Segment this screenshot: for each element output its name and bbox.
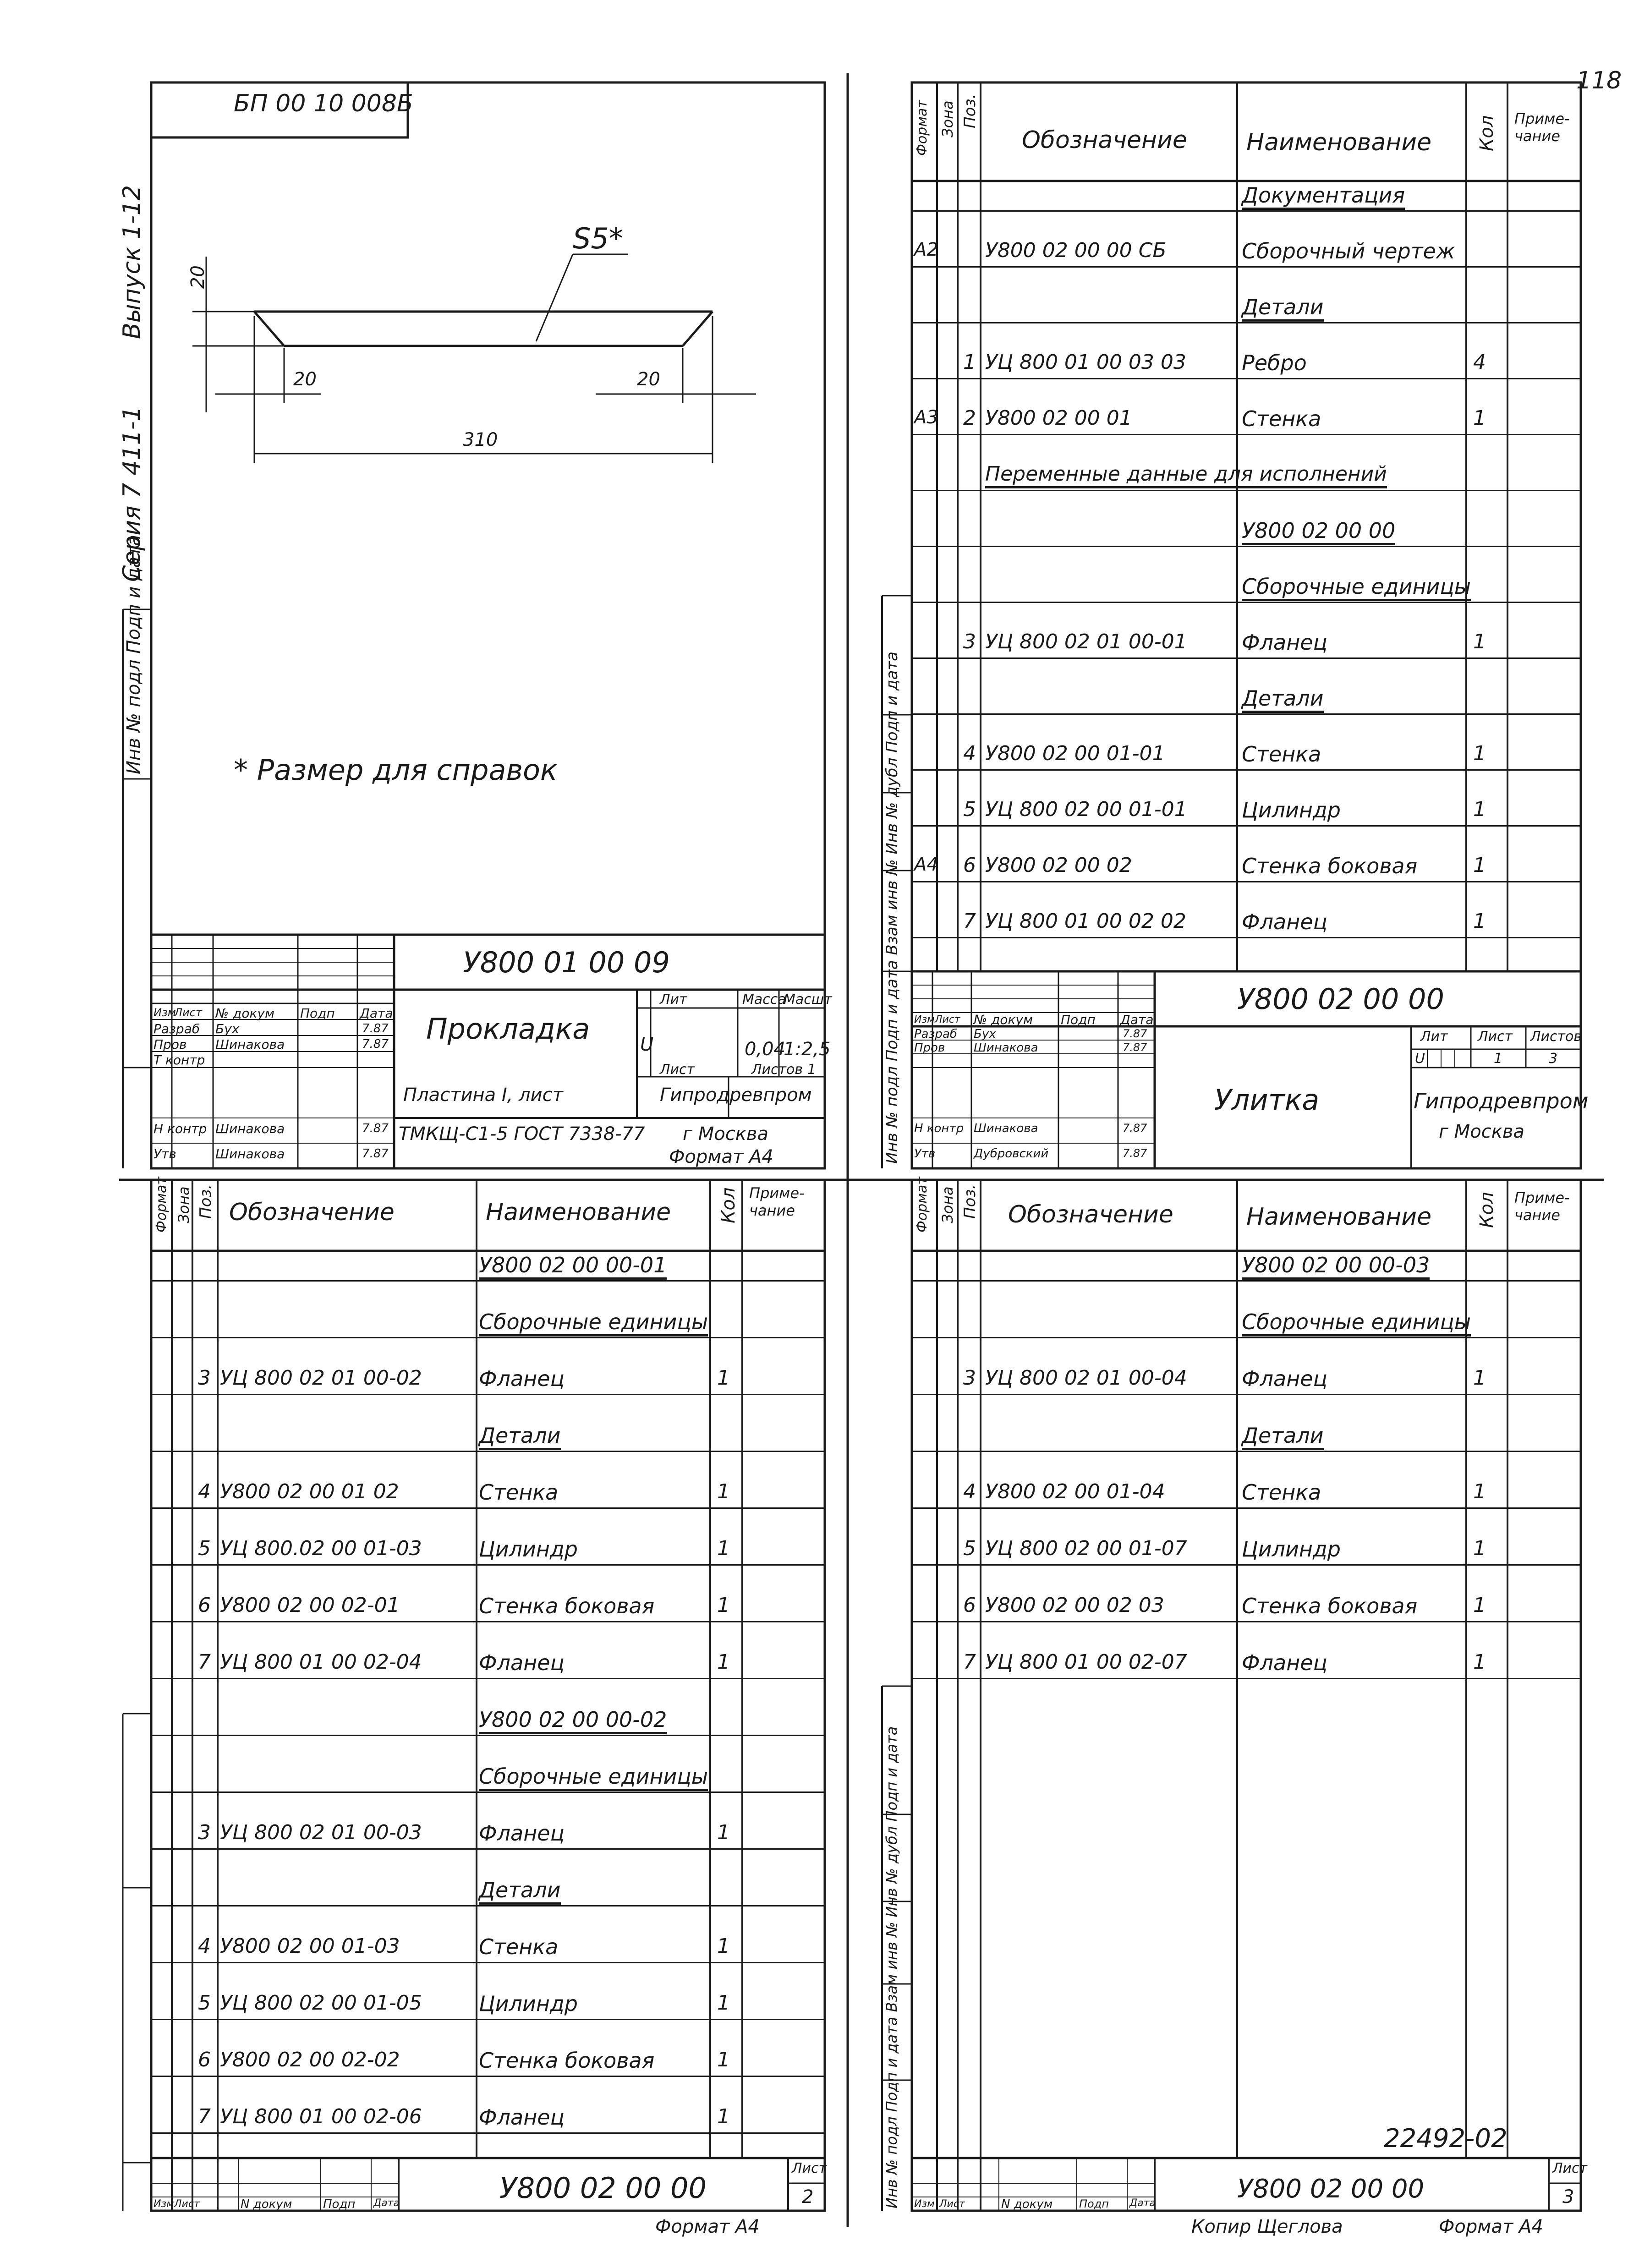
q2-hdr-date: Дата — [1120, 1012, 1154, 1027]
spec-row-name: Фланец — [479, 1366, 565, 1391]
spec-row-position: 7 — [198, 1650, 211, 1674]
q3-hdr-sign: Подп — [323, 2197, 356, 2211]
q3-sheet-value: 2 — [802, 2186, 814, 2208]
spec-row-name: Фланец — [479, 1821, 565, 1846]
spec-row-quantity: 1 — [717, 2105, 730, 2128]
spec-row-position: 3 — [198, 1821, 211, 1844]
spec-row-format: А4 — [914, 854, 938, 875]
q2-col-designation-header: Обозначение — [1022, 126, 1187, 154]
spec-row-quantity: 1 — [1473, 1366, 1486, 1390]
spec-row-name: Документация — [1242, 185, 1405, 210]
q1-hdr-sign: Подп — [300, 1006, 335, 1021]
spec-row-name: У800 02 00 00-01 — [479, 1255, 667, 1280]
spec-row-position: 5 — [963, 798, 976, 821]
spec-row-designation: УЦ 800 02 01 00-03 — [220, 1821, 422, 1844]
q4-designation: У800 02 00 00 — [1237, 2174, 1425, 2204]
spec-row — [912, 1649, 1581, 1679]
q1-date-0: 7.87 — [362, 1022, 389, 1035]
spec-row-designation: У800 02 00 01 02 — [220, 1480, 399, 1503]
spec-row-designation: УЦ 800 02 01 00-02 — [220, 1366, 422, 1390]
spec-row-name: Детали — [479, 1425, 561, 1450]
spec-row-name: Цилиндр — [479, 1991, 578, 2016]
q3-col-zone-header: Зона — [175, 1186, 192, 1223]
q2-hdr-doc: № докум — [974, 1012, 1033, 1027]
spec-row — [912, 1535, 1581, 1566]
q2-col-name-header: Наименование — [1246, 129, 1432, 156]
spec-row-quantity: 1 — [1473, 1594, 1486, 1617]
spec-row-position: 7 — [963, 909, 976, 933]
q1-scale-label: Масшт — [784, 992, 832, 1008]
spec-row-quantity: 1 — [717, 1537, 730, 1560]
q2-col-pos-header: Поз. — [961, 93, 979, 128]
q1-role-2: Т контр — [153, 1052, 205, 1068]
q4-format: Формат А4 — [1439, 2216, 1543, 2237]
q3-col-format-header: Формат — [153, 1177, 170, 1233]
q2-date-4: 7.87 — [1123, 1147, 1147, 1160]
q3-col-note-header: Приме- чание — [749, 1184, 805, 1220]
spec-row-name: Стенка боковая — [479, 2048, 655, 2073]
q4-col-format-header: Формат — [914, 1177, 930, 1233]
q4-sheet-label: Лист — [1552, 2160, 1588, 2176]
q3-hdr-date: Дата — [373, 2197, 400, 2209]
spec-row-name: Стенка боковая — [1242, 854, 1418, 878]
spec-row-quantity: 1 — [717, 1366, 730, 1390]
q2-binding-label: Инв № подл Подп и дата Взам инв № Инв № дубл Подп и дата — [883, 651, 901, 1164]
spec-row-name: Детали — [1242, 296, 1324, 322]
q2-name-0: Бух — [974, 1027, 996, 1041]
q1-stamp-number: БП 00 10 008Б — [234, 90, 413, 117]
q1-role-4: Утв — [153, 1146, 176, 1161]
q2-date-3: 7.87 — [1123, 1122, 1147, 1134]
q2-col-zone-header: Зона — [939, 100, 956, 137]
spec-row-quantity: 1 — [1473, 909, 1486, 933]
q4-sheet-value: 3 — [1562, 2186, 1574, 2208]
spec-row-designation: У800 02 00 02-02 — [220, 2048, 400, 2071]
spec-row-name: Стенка — [479, 1934, 559, 1959]
spec-row-name: Сборочные единицы — [1242, 1311, 1471, 1337]
q3-col-pos-header: Поз. — [197, 1184, 215, 1219]
q1-dim-vertical-20: 20 — [187, 265, 208, 289]
q1-date-3: 7.87 — [362, 1122, 389, 1135]
q2-sheet-value: 1 — [1494, 1051, 1503, 1067]
q2-hdr-sign: Подп — [1061, 1012, 1096, 1027]
q1-scale-value: 1:2,5 — [784, 1039, 831, 1060]
spec-row-quantity: 1 — [717, 1480, 730, 1503]
q4-col-name-header: Наименование — [1246, 1203, 1432, 1231]
q1-dim-right-20: 20 — [637, 369, 660, 390]
spec-row-name: Цилиндр — [479, 1537, 578, 1561]
q1-hdr-izm: Изм — [153, 1006, 176, 1019]
spec-row-name: Стенка боковая — [479, 1594, 655, 1618]
spec-row — [912, 1364, 1581, 1395]
q1-binding-label: Инв № подл Подп и дата — [123, 534, 144, 774]
q3-col-qty-header: Кол — [718, 1187, 739, 1223]
spec-row-quantity: 1 — [1473, 630, 1486, 653]
spec-row-designation: УЦ 800 01 00 02 02 — [985, 909, 1186, 933]
q4-hdr-doc: N докум — [1001, 2197, 1053, 2211]
q1-mass-value: 0,04 — [745, 1039, 786, 1060]
q2-hdr-izm: Изм — [914, 1014, 935, 1025]
q1-lit-label: Лит — [660, 992, 687, 1008]
spec-row-quantity: 1 — [1473, 854, 1486, 877]
q2-hdr-list: Лист — [935, 1014, 960, 1025]
spec-row-name: Фланец — [1242, 1366, 1327, 1391]
spec-row — [912, 1478, 1581, 1509]
spec-row-name: Стенка — [479, 1480, 559, 1505]
q2-city: г Москва — [1439, 1121, 1524, 1142]
q3-designation: У800 02 00 00 — [499, 2171, 707, 2205]
sheet-corner-number: 118 — [1576, 67, 1622, 94]
q2-date-1: 7.87 — [1123, 1041, 1147, 1054]
spec-row-position: 4 — [198, 1480, 211, 1503]
spec-row-position: 7 — [963, 1650, 976, 1674]
spec-row-name: Фланец — [1242, 630, 1327, 655]
spec-row-name: Сборочные единицы — [1242, 576, 1471, 601]
spec-row-designation: У800 02 00 01-04 — [985, 1480, 1165, 1503]
q4-col-note-header: Приме- чание — [1514, 1189, 1570, 1224]
q2-role-0: Разраб — [914, 1027, 957, 1041]
spec-row-position: 3 — [963, 630, 976, 653]
spec-row-name: Фланец — [1242, 909, 1327, 934]
spec-row-format: А2 — [914, 239, 938, 260]
q1-name-0: Бух — [215, 1021, 240, 1036]
spec-row-designation: УЦ 800 02 00 01-05 — [220, 1991, 422, 2015]
q4-binding-label: Инв № подл Подп и дата Взам инв № Инв № дубл Подп и дата — [883, 1726, 900, 2208]
spec-row-name: Сборочные единицы — [479, 1311, 708, 1337]
q4-hdr-sign: Подп — [1079, 2197, 1109, 2210]
q1-issue-label: Выпуск 1-12 — [118, 185, 146, 339]
spec-row-position: 4 — [198, 1934, 211, 1958]
q2-role-3: Н контр — [914, 1122, 964, 1135]
spec-row-name: Стенка — [1242, 1480, 1321, 1505]
spec-row-name: У800 02 00 00-03 — [1242, 1255, 1430, 1280]
spec-row-position: 5 — [963, 1537, 976, 1560]
spec-row-designation: УЦ 800 01 00 03 03 — [985, 351, 1186, 374]
q1-material-line2: ТМКЩ-С1-5 ГОСТ 7338-77 — [399, 1123, 645, 1145]
spec-row-designation: У800 02 00 01 — [985, 406, 1132, 430]
spec-row-position: 4 — [963, 1480, 976, 1503]
spec-row — [912, 1592, 1581, 1622]
spec-row-designation: У800 02 00 01-03 — [220, 1934, 400, 1958]
spec-row-quantity: 1 — [717, 1594, 730, 1617]
spec-row-designation: УЦ 800 02 01 00-04 — [985, 1366, 1187, 1390]
spec-row-designation: У800 02 00 00 СБ — [985, 239, 1167, 262]
spec-row-designation: У800 02 00 02-01 — [220, 1594, 400, 1617]
q2-lit-label: Лит — [1420, 1029, 1448, 1045]
q1-name-4: Шинакова — [215, 1146, 285, 1161]
q3-hdr-doc: N докум — [241, 2197, 292, 2211]
q1-organization: Гипродревпром — [660, 1085, 812, 1106]
q1-sheet-label: Лист — [660, 1062, 695, 1078]
q2-organization: Гипродревпром — [1414, 1089, 1589, 1113]
spec-row-name: Сборочные единицы — [479, 1766, 708, 1791]
spec-row-quantity: 1 — [1473, 1480, 1486, 1503]
q2-lit-value: U — [1415, 1051, 1425, 1067]
spec-row-position: 5 — [198, 1537, 211, 1560]
spec-row-position: 7 — [198, 2105, 211, 2128]
spec-row-designation: УЦ 800 01 00 02-07 — [985, 1650, 1187, 1674]
spec-row-position: 6 — [963, 854, 976, 877]
q1-name-1: Шинакова — [215, 1037, 285, 1052]
q3-col-designation-header: Обозначение — [229, 1199, 395, 1226]
q4-archive-number: 22492-02 — [1384, 2124, 1507, 2153]
spec-row-name: У800 02 00 00 — [1242, 520, 1395, 545]
spec-row-name: Ребро — [1242, 351, 1307, 375]
q1-series-label: Серия 7 411-1 — [118, 406, 146, 582]
spec-row-name: Фланец — [1242, 1650, 1327, 1675]
spec-row-name: Стенка боковая — [1242, 1594, 1418, 1618]
q2-col-note-header: Приме- чание — [1514, 110, 1570, 145]
q1-hdr-doc: № докум — [215, 1006, 275, 1021]
q2-sheets-label: Листов — [1530, 1029, 1582, 1045]
spec-row-quantity: 1 — [1473, 742, 1486, 765]
spec-row-quantity: 1 — [717, 1934, 730, 1958]
q1-dim-left-20: 20 — [293, 369, 317, 390]
spec-row-position: 4 — [963, 742, 976, 765]
spec-row-name: Стенка — [1242, 406, 1321, 431]
q4-hdr-list: Лист — [939, 2198, 965, 2210]
q3-sheet-label: Лист — [792, 2160, 827, 2176]
spec-row-designation: УЦ 800 02 00 01-07 — [985, 1537, 1187, 1560]
q1-date-4: 7.87 — [362, 1147, 389, 1161]
spec-row-name: Детали — [1242, 1425, 1324, 1450]
spec-row-position: 5 — [198, 1991, 211, 2015]
spec-row-name: Фланец — [479, 2105, 565, 2130]
q2-title: Улитка — [1214, 1083, 1320, 1117]
q1-format: Формат А4 — [669, 1146, 773, 1167]
q2-col-qty-header: Кол — [1476, 115, 1497, 151]
spec-row-position: 2 — [963, 406, 976, 430]
q3-format: Формат А4 — [655, 2216, 760, 2237]
spec-row-designation: У800 02 00 02 03 — [985, 1594, 1164, 1617]
q4-copied-by: Копир Щеглова — [1191, 2216, 1343, 2237]
q1-name-3: Шинакова — [215, 1121, 285, 1136]
spec-row-name: Детали — [1242, 688, 1324, 713]
q1-role-1: Пров — [153, 1037, 187, 1052]
q2-date-0: 7.87 — [1123, 1027, 1147, 1040]
q3-hdr-izm: Изм — [153, 2198, 174, 2210]
spec-row-quantity: 1 — [717, 1650, 730, 1674]
spec-row-position: 3 — [198, 1366, 211, 1390]
spec-row — [912, 1251, 1581, 1282]
spec-row-quantity: 4 — [1473, 351, 1486, 374]
spec-row-name: Сборочный чертеж — [1242, 239, 1455, 263]
q1-date-1: 7.87 — [362, 1037, 389, 1051]
spec-row-quantity: 1 — [1473, 1537, 1486, 1560]
spec-row-position: 3 — [963, 1366, 976, 1390]
q1-dim-310: 310 — [463, 429, 498, 450]
spec-row — [912, 1308, 1581, 1338]
q1-role-0: Разраб — [153, 1021, 200, 1036]
spec-row-designation: У800 02 00 02 — [985, 854, 1132, 877]
spec-row-format: А3 — [914, 407, 938, 428]
spec-row-quantity: 1 — [717, 1821, 730, 1844]
spec-row-name: Цилиндр — [1242, 798, 1341, 822]
spec-row-position: 6 — [198, 2048, 211, 2071]
q3-col-name-header: Наименование — [486, 1199, 671, 1226]
q1-hdr-list: Лист — [174, 1006, 202, 1019]
spec-row-quantity: 1 — [1473, 798, 1486, 821]
spec-row-quantity: 1 — [1473, 406, 1486, 430]
spec-row-position: 1 — [963, 351, 976, 374]
q4-hdr-izm: Изм — [914, 2198, 935, 2210]
q4-col-zone-header: Зона — [939, 1186, 956, 1223]
spec-row-designation: УЦ 800 01 00 02-04 — [220, 1650, 422, 1674]
q2-role-1: Пров — [914, 1041, 945, 1055]
q4-col-pos-header: Поз. — [961, 1184, 979, 1219]
q4-col-designation-header: Обозначение — [1008, 1201, 1173, 1228]
q1-title: Прокладка — [426, 1012, 590, 1046]
q2-sheets-value: 3 — [1549, 1051, 1558, 1067]
q1-reference-note: * Размер для справок — [234, 753, 558, 787]
q2-name-4: Дубровский — [974, 1147, 1049, 1161]
spec-row-position: 6 — [963, 1594, 976, 1617]
spec-row-designation: У800 02 00 01-01 — [985, 742, 1165, 765]
spec-row-name: Детали — [479, 1879, 561, 1905]
spec-row-name: У800 02 00 00-02 — [479, 1709, 667, 1734]
q1-designation: У800 01 00 09 — [463, 946, 670, 979]
spec-row-quantity: 1 — [717, 1991, 730, 2015]
spec-row-designation: УЦ 800 02 01 00-01 — [985, 630, 1187, 653]
spec-row-name: Фланец — [479, 1650, 565, 1675]
q3-hdr-list: Лист — [174, 2198, 200, 2210]
q2-col-format-header: Формат — [914, 100, 930, 156]
q1-role-3: Н контр — [153, 1121, 207, 1136]
q2-role-4: Утв — [914, 1147, 936, 1161]
q1-city: г Москва — [683, 1123, 768, 1145]
spec-row-name: Цилиндр — [1242, 1537, 1341, 1561]
q4-col-qty-header: Кол — [1476, 1192, 1497, 1228]
q2-designation: У800 02 00 00 — [1237, 982, 1444, 1016]
spec-row-quantity: 1 — [717, 2048, 730, 2071]
spec-row-designation: УЦ 800 02 00 01-01 — [985, 798, 1187, 821]
q1-sheets-label: Листов 1 — [751, 1062, 816, 1078]
spec-row-designation: УЦ 800 01 00 02-06 — [220, 2105, 422, 2128]
q1-lit-value: U — [640, 1034, 654, 1055]
q4-hdr-date: Дата — [1129, 2197, 1156, 2209]
spec-row-position: 6 — [198, 1594, 211, 1617]
spec-row-name: Стенка — [1242, 742, 1321, 767]
q1-dim-thickness: S5* — [573, 222, 623, 255]
spec-row-designation: УЦ 800.02 00 01-03 — [220, 1537, 422, 1560]
q1-mass-label: Масса — [742, 992, 786, 1008]
spec-row-designation: Переменные данные для исполнений — [985, 464, 1387, 488]
q2-name-3: Шинакова — [974, 1122, 1038, 1135]
spec-row — [912, 1421, 1581, 1452]
spec-row-quantity: 1 — [1473, 1650, 1486, 1674]
q1-material-line1: Пластина I, лист — [403, 1085, 563, 1106]
q1-hdr-date: Дата — [360, 1006, 393, 1021]
q2-sheet-label: Лист — [1478, 1029, 1513, 1045]
q2-name-1: Шинакова — [974, 1041, 1038, 1055]
